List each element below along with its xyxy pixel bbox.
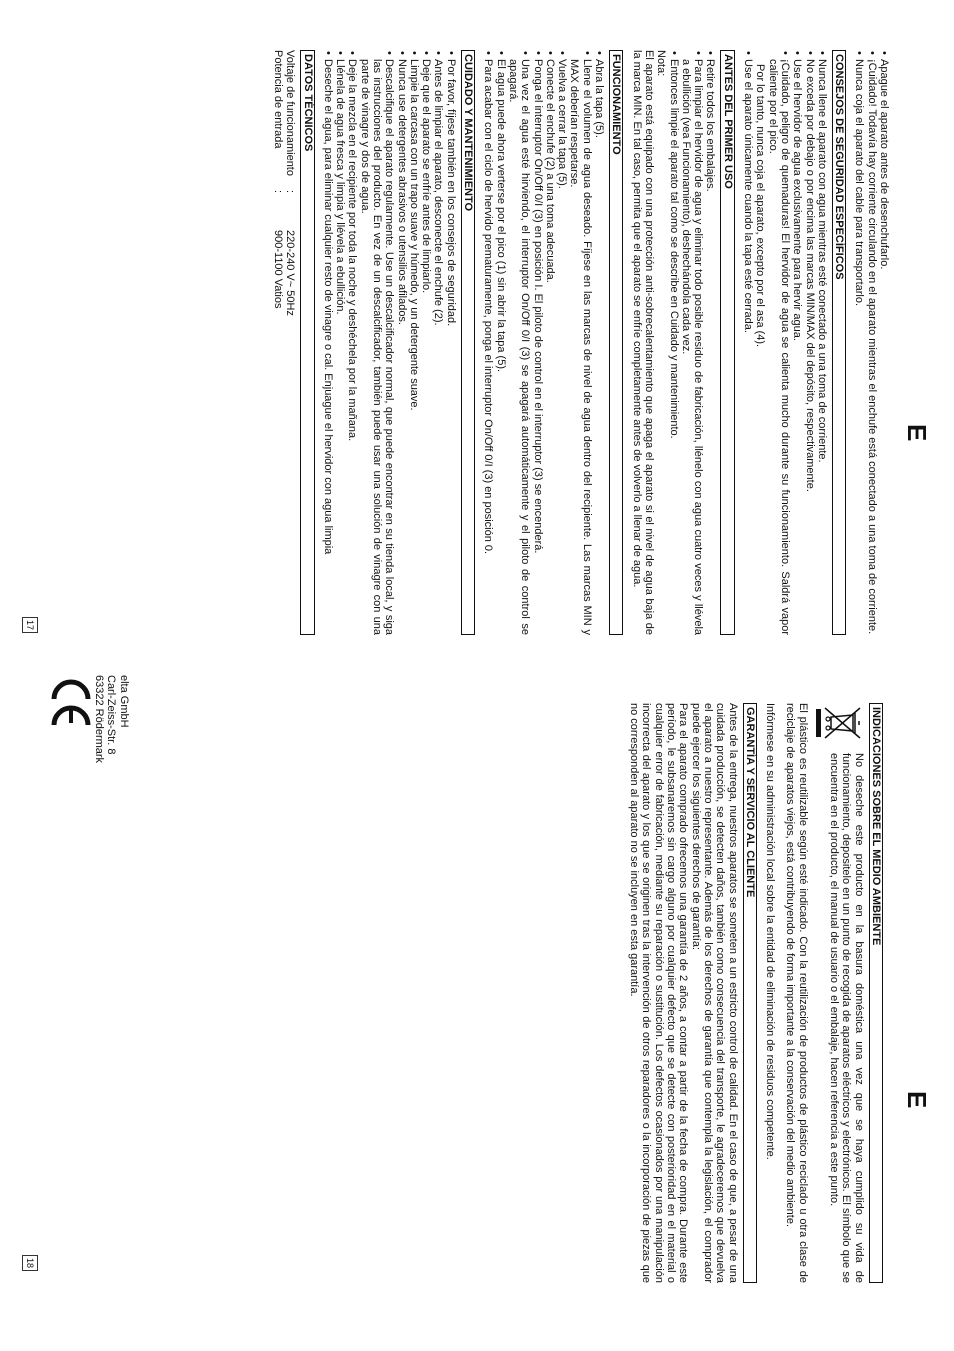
list-item: • Apague el aparato antes de desenchufarlo. <box>878 50 890 635</box>
list-item: • Antes de limpiar el aparato, desconecte el enchufe (2). <box>432 50 444 635</box>
section-tech-data <box>272 50 315 635</box>
list-item: • Retire todos los embalajes. <box>704 50 716 635</box>
tech-table <box>272 50 297 635</box>
language-letter: E <box>902 424 932 442</box>
language-letter: E <box>902 1091 932 1109</box>
tech-sep: : <box>271 190 284 194</box>
section-heading: ANTES DEL PRIMER USO <box>720 50 734 635</box>
list-item: • Vuelva a cerrar la tapa (5). <box>556 50 568 635</box>
list-item: • Nunca coja el aparato del cable para transportarlo. <box>853 50 865 635</box>
page-17-content <box>265 50 890 635</box>
section-safety <box>742 50 846 635</box>
crossed-out-bin-icon <box>815 703 865 743</box>
indented-note: Por lo tanto, nunca coja el aparato, excepto por el asa (4). <box>754 64 767 348</box>
list-item: • Llénela de agua fresca y limpia y llévela a ebullición. <box>334 50 346 635</box>
tech-value: 900-1100 Vatios <box>271 230 284 309</box>
section-heading: CUIDADO Y MANTENIMIENTO <box>461 50 475 635</box>
page-number: 17 <box>22 617 38 633</box>
note-label: Nota: <box>655 50 668 77</box>
list-item: • Abra la tapa (5). <box>593 50 605 635</box>
tech-label: Potencia de entrada <box>271 50 284 149</box>
list-item: • ¡Cuidado! Todavía hay corriente circulando en el aparato mientras el enchufe está conectado a una toma de corriente. <box>865 50 877 635</box>
section-operation <box>482 50 623 635</box>
address-line: Carl-Zeiss-Str. 8 <box>105 675 118 755</box>
list-item: • Use el aparato únicamente cuando la tapa esté cerrada. <box>742 50 754 635</box>
page-18 <box>0 675 954 1351</box>
list-item: • Deje la mezcla en el recipiente por toda la noche y deshéchela por la mañana. <box>346 50 358 635</box>
list-item: • Una vez el agua esté hirviendo, el interruptor On/Off 0/I (3) se apagará automáticamente y el piloto de control se apagará. <box>507 50 532 635</box>
section-heading: INDICACIONES SOBRE EL MEDIO AMBIENTE <box>869 703 883 1283</box>
list-item: • Ponga el interruptor On/Off 0/I (3) en posición I. El piloto de control en el interruptor (3) se encenderá. <box>531 50 543 635</box>
list-item: • Conecte el enchufe (2) a una toma adecuada. <box>544 50 556 635</box>
list-item: • Limpie la carcasa con un trapo suave y húmedo, y un detergente suave. <box>408 50 420 635</box>
list-item: • Entonces limpie el aparato tal como se describe en Cuidado y mantenimiento. <box>667 50 679 635</box>
list-item: • Use el hervidor de agua exclusivamente para hervir agua. <box>791 50 803 635</box>
section-care <box>322 50 476 635</box>
list-item: • Nunca use detergentes abrasivos o utensilios afilados. <box>395 50 407 635</box>
ce-mark-icon <box>48 675 94 731</box>
address-line: elta GmbH <box>118 675 130 728</box>
list-item: • No exceda por debajo o por encima las marcas MIN/MAX del depósito, respectivamente. <box>803 50 815 635</box>
section-heading: DATOS TÉCNICOS <box>300 50 314 635</box>
safety-list-2 <box>742 50 754 635</box>
care-list <box>322 50 457 635</box>
page-number: 18 <box>22 1255 38 1271</box>
section-heading: CONSEJOS DE SEGURIDAD ESPECÍFICOS <box>832 50 846 635</box>
page-17 <box>0 0 954 675</box>
list-item: • Por favor, fíjese también en los consejos de seguridad. <box>445 50 457 635</box>
list-item: • Deseche el agua, para eliminar cualquier resto de vinagre o cal. Enjuague el hervidor con agua limpia <box>322 50 334 635</box>
weee-text: No deseche este producto en la basura doméstica una vez que se haya cumplido su vida de funcionamiento, depositelo en un punto de recogida de aparatos eléctricos y electrónicos. El símbolo que se encuentra en el producto, el manual de usuario o el embalaje, hacen referencia a este punto. <box>828 753 865 1283</box>
intro-list <box>853 50 890 635</box>
list-item: • El agua puede ahora verterse por el pico (1) sin abrir la tapa (5). <box>494 50 506 635</box>
list-item: • Nunca llene el aparato con agua mientras esté conectado a una toma de corriente. <box>816 50 828 635</box>
list-item: • Deje que el aparato se enfríe antes de limpiarlo. <box>420 50 432 635</box>
warranty-text: Antes de la entrega, nuestros aparatos se someten a un estricto control de calidad. En el caso de que, a pesar de una cuidada producción, se detecten daños, también como consecuencia del transporte, le agradeceremos que devuelva el aparato a nuestro representante. Además de los derechos de garantía que contempla la legislación, el comprador puede ejercer los siguientes derechos de garantía: <box>689 703 739 1283</box>
page-18-content <box>621 703 890 1283</box>
section-heading: FUNCIONAMIENTO <box>609 50 623 635</box>
tech-value: 220-240 V~ 50Hz <box>284 230 297 316</box>
section-heading: GARANTÍA Y SERVICIO AL CLIENTE <box>743 703 757 1283</box>
recycling-text: El plástico es reutilizable según esté indicado. Con la reutilización de productos de plástico reciclado u otra clase de reciclaje de aparatos viejos, está contribuyendo de forma importante a la conservación del medio ambiente. <box>784 703 809 1283</box>
section-environment <box>764 703 883 1283</box>
manufacturer-address <box>93 675 131 763</box>
safety-list <box>766 50 827 635</box>
list-item: • Para acabar con el ciclo de hervido prematuramente, ponga el interruptor On/Off 0/I (3) en posición 0. <box>482 50 494 635</box>
tech-label: Voltaje de funcionamiento <box>284 50 297 176</box>
first-use-list <box>667 50 716 635</box>
tech-sep: : <box>284 190 297 194</box>
list-item: • ¡Cuidado, peligro de quemaduras! El hervidor de agua se calienta mucho durante su funcionamiento. Saldrá vapor caliente por el pico. <box>766 50 791 635</box>
warranty-text: Para el aparato comprado ofrecemos una garantía de 2 años, a contar a partir de la fecha de compra. Durante este período, le subsanaremos sin cargo alguno por cualquier defecto que se detecte con posterioridad en el material o cualquier error de fabricación, mediante su reparación o sustitución. Los defectos ocasionados por una manipulación incorrecta del aparato y los que se originen tras la intervención de otros reparadores o la incorporación de piezas que no corresponden al aparato no se incluyen en esta garantía. <box>628 703 690 1283</box>
section-first-use <box>630 50 734 635</box>
address-line: 63322 Rödermark <box>93 675 105 764</box>
local-info-text: Infórmese en su administración local sobre la entidad de eliminación de residuos competente. <box>764 703 777 1160</box>
list-item: • Descalcifique el aparato regularmente. Use un descalcificador normal, que puede encontrar en su tienda local, y siga las instrucciones del producto. En vez de un descalcificador, también puede usar una solución de vinagre con una parte de vinagre y dos de agua. <box>358 50 395 635</box>
section-warranty <box>628 703 757 1283</box>
operation-list <box>482 50 605 635</box>
note-text: El aparato está equipado con una protección anti-sobrecalentamiento que apaga el aparato si el nivel de agua baja de la marca MIN. En tal caso, permita que el aparato se enfríe completamente antes de volverlo a llenar de agua. <box>630 50 655 635</box>
list-item: • Para limpiar el hervidor de agua y eliminar todo posible residuo de fabricación, llénelo con agua cuatro veces y llévela a ebullición (vea Funcionamiento), deshechándola cada vez. <box>680 50 705 635</box>
weee-block <box>815 703 865 1283</box>
list-item: • Llene el volumen de agua deseado. Fíjese en las marcas de nivel de agua dentro del recipiente. Las marcas MIN y MAX deberían respetarse. <box>568 50 593 635</box>
